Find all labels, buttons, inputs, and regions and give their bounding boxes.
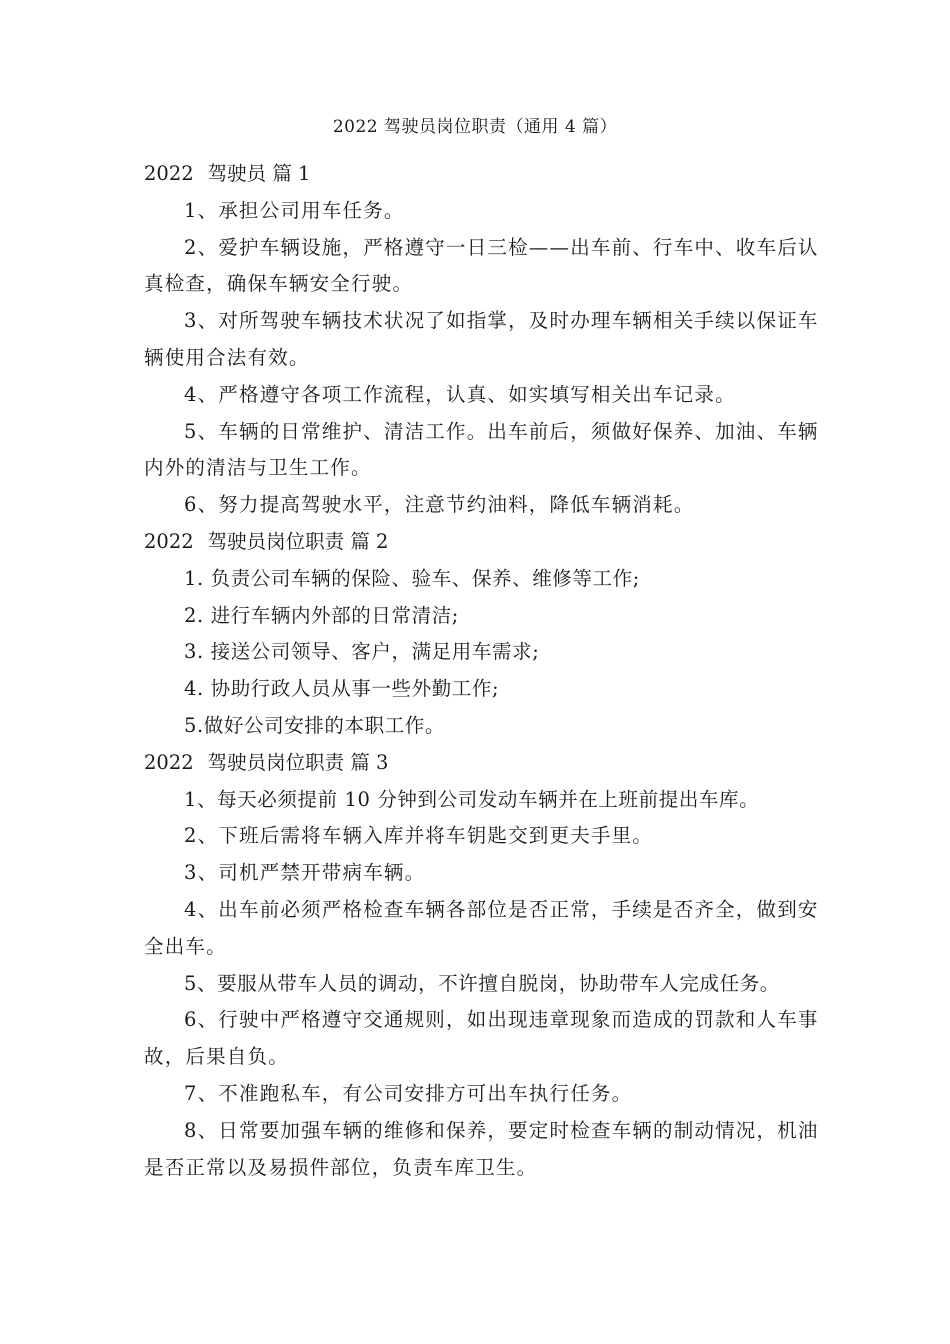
- section-heading: [144, 745, 824, 782]
- list-item: 5.做好公司安排的本职工作。: [184, 713, 446, 737]
- section-title: 驾驶员 篇 1: [207, 162, 311, 185]
- section-title: 驾驶员岗位职责 篇 2: [207, 529, 389, 553]
- list-item: 1、每天必须提前 10 分钟到公司发动车辆并在上班前提出车库。: [184, 787, 760, 811]
- section-heading: [144, 524, 824, 561]
- list-item: 4. 协助行政人员从事一些外勤工作;: [184, 677, 500, 701]
- section-title: 驾驶员岗位职责 篇 3: [207, 750, 389, 774]
- list-item: 3、司机严禁开带病车辆。: [184, 861, 426, 885]
- list-item: 1、承担公司用车任务。: [184, 198, 405, 222]
- section-heading: [144, 156, 824, 193]
- section-year: 2022: [144, 750, 194, 774]
- document-body: [144, 156, 824, 1186]
- list-item: 2、下班后需将车辆入库并将车钥匙交到更夫手里。: [184, 824, 654, 848]
- list-item: 5、车辆的日常维护、清洁工作。出车前后，须做好保养、加油、车辆内外的清洁与卫生工作。: [144, 419, 819, 480]
- section-year: 2022: [144, 529, 194, 553]
- list-item: 3. 接送公司领导、客户，满足用车需求;: [184, 640, 540, 664]
- section-2: [144, 524, 824, 745]
- list-item: 8、日常要加强车辆的维修和保养，要定时检查车辆的制动情况，机油是否正常以及易损件部位，负责车库卫生。: [144, 1118, 819, 1179]
- section-year: 2022: [144, 162, 194, 185]
- list-item: 5、要服从带车人员的调动，不许擅自脱岗，协助带车人完成任务。: [184, 971, 780, 995]
- list-item: 4、出车前必须严格检查车辆各部位是否正常，手续是否齐全，做到安全出车。: [144, 897, 819, 958]
- list-item: 4、严格遵守各项工作流程，认真、如实填写相关出车记录。: [184, 382, 736, 406]
- section-1: [144, 156, 824, 524]
- list-item: 1. 负责公司车辆的保险、验车、保养、维修等工作;: [184, 566, 640, 590]
- list-item: 2. 进行车辆内外部的日常清洁;: [184, 603, 459, 627]
- list-item: 7、不准跑私车，有公司安排方可出车执行任务。: [184, 1081, 633, 1105]
- document-title: 2022 驾驶员岗位职责（通用 4 篇）: [332, 117, 618, 137]
- list-item: 2、爱护车辆设施，严格遵守一日三检——出车前、行车中、收车后认真检查，确保车辆安全行驶。: [144, 235, 819, 296]
- list-item: 6、努力提高驾驶水平，注意节约油料，降低车辆消耗。: [184, 493, 695, 517]
- list-item: 6、行驶中严格遵守交通规则，如出现违章现象而造成的罚款和人车事故，后果自负。: [144, 1008, 819, 1069]
- list-item: 3、对所驾驶车辆技术状况了如指掌，及时办理车辆相关手续以保证车辆使用合法有效。: [144, 309, 819, 369]
- section-3: [144, 745, 824, 1187]
